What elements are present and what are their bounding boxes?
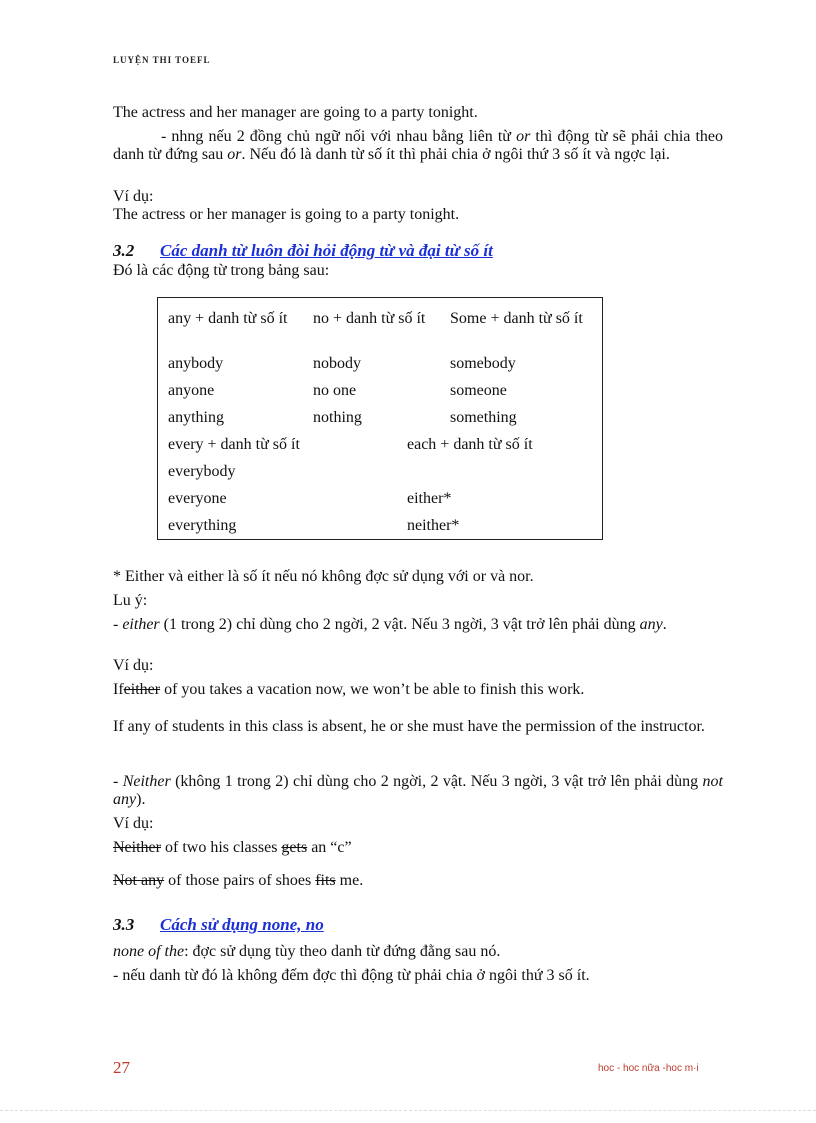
section-3-3-title: Cách sử dụng none, no	[160, 915, 324, 934]
none-rule: none of the: đợc sử dụng tùy theo danh từ đứng đằng sau nó.	[113, 943, 501, 960]
footer-divider	[0, 1110, 816, 1111]
example-label-3: Ví dụ:	[113, 815, 154, 832]
example-sentence-2: The actress or her manager is going to a party tonight.	[113, 206, 460, 223]
table-cell: any + danh từ số ít	[168, 310, 288, 327]
table-cell: either*	[407, 490, 452, 507]
example-sentence-5: Neither of two his classes gets an “c”	[113, 839, 352, 856]
table-cell: everything	[168, 517, 237, 534]
table-cell: anybody	[168, 355, 224, 372]
example-sentence-6: Not any of those pairs of shoes fits me.	[113, 872, 364, 889]
example-text: The actress and her manager are going to a party tonight.	[113, 104, 478, 121]
table-cell: neither*	[407, 517, 460, 534]
page-number: 27	[113, 1058, 130, 1077]
example-sentence-4: If any of students in this class is absent, he or she must have the permission of the instructor.	[113, 718, 705, 735]
either-rule: - either (1 trong 2) chỉ dùng cho 2 ngời, 2 vật. Nếu 3 ngời, 3 vật trở lên phải dùng any.	[113, 616, 667, 633]
table-cell: nobody	[313, 355, 361, 372]
table-cell: anyone	[168, 382, 215, 399]
example-sentence-3: Ifeither of you takes a vacation now, we won’t be able to finish this work.	[113, 681, 585, 698]
table-cell: something	[450, 409, 517, 426]
section-3-2-intro: Đó là các động từ trong bảng sau:	[113, 262, 330, 279]
table-cell: nothing	[313, 409, 362, 426]
table-cell: anything	[168, 409, 224, 426]
none-rule-2: - nếu danh từ đó là không đếm đợc thì động từ phải chia ở ngôi thứ 3 số ít.	[113, 967, 590, 984]
table-cell: each + danh từ số ít	[407, 436, 533, 453]
example-label-2: Ví dụ:	[113, 657, 154, 674]
table-cell: every + danh từ số ít	[168, 436, 300, 453]
example-sentence-1	[113, 104, 478, 122]
footnote: * Either và either là số ít nếu nó không đợc sử dụng với or và nor.	[113, 568, 534, 585]
singular-pronoun-table	[157, 297, 603, 540]
section-3-3-number: 3.3	[113, 915, 135, 934]
table-cell: Some + danh từ số ít	[450, 310, 583, 327]
table-cell: somebody	[450, 355, 516, 372]
table-cell: no + danh từ số ít	[313, 310, 426, 327]
section-3-2-number: 3.2	[113, 241, 135, 260]
rule-or-paragraph: - nhng nếu 2 đồng chủ ngữ nối với nhau bằng liên từ or thì động từ sẽ phải chia theo danh từ đứng sau or. Nếu đó là danh từ số ít thì phải chia ở ngôi thứ 3 số ít và ngợc lại.	[113, 128, 724, 163]
table-cell: everyone	[168, 490, 227, 507]
neither-rule: - Neither (không 1 trong 2) chỉ dùng cho 2 ngời, 2 vật. Nếu 3 ngời, 3 vật trở lên phải dùng not any).	[113, 773, 723, 808]
table-cell: everybody	[168, 463, 236, 480]
table-cell: someone	[450, 382, 507, 399]
footer-motto: hoc - hoc nữa -hoc m·i	[598, 1063, 699, 1074]
example-label-1: Ví dụ:	[113, 188, 154, 205]
table-cell: no one	[313, 382, 357, 399]
note-label: Lu ý:	[113, 592, 148, 609]
running-header: LUYỆN THI TOEFL	[113, 55, 211, 65]
section-3-2-title: Các danh từ luôn đòi hỏi động từ và đại từ số ít	[160, 241, 493, 260]
